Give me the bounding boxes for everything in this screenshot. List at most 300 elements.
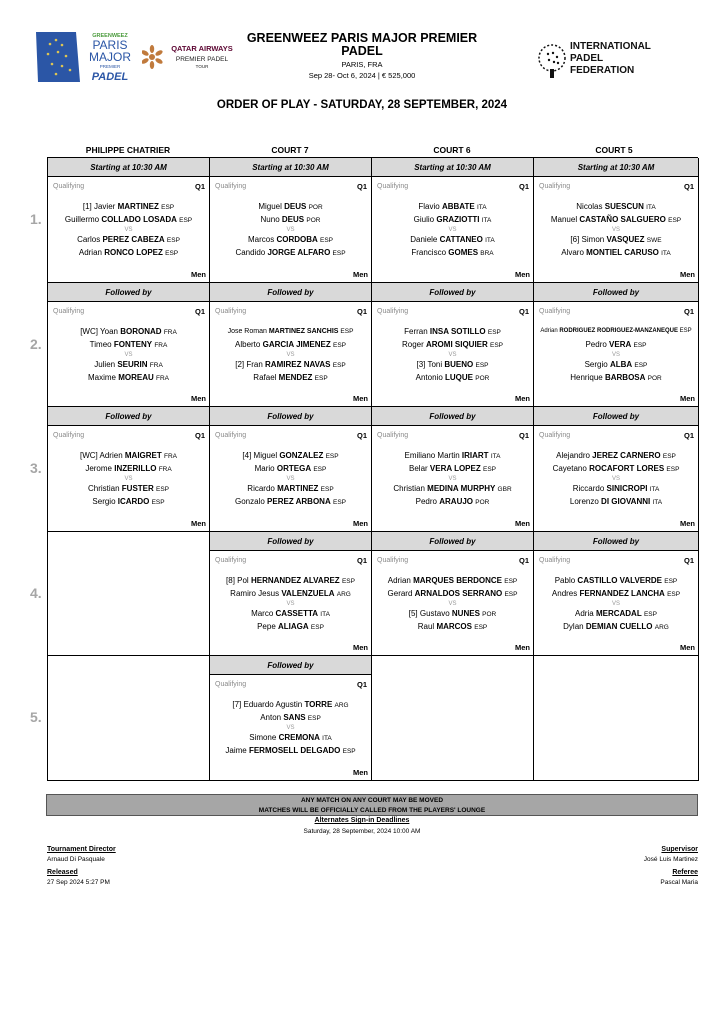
player-first-name: Maxime xyxy=(87,372,116,382)
referee xyxy=(660,868,698,888)
match-round: Q1 xyxy=(356,182,367,191)
player-last-name: ALIAGA xyxy=(278,621,309,631)
player-line xyxy=(534,201,698,213)
player-last-name: BARBOSA xyxy=(604,372,646,382)
match-round: Q1 xyxy=(356,306,367,316)
player-first-name: Adria xyxy=(575,608,594,618)
match-cell xyxy=(48,407,210,532)
match-start-label: Followed by xyxy=(210,532,371,551)
match-type: Qualifying xyxy=(215,556,247,564)
player-first-name: Jaime xyxy=(225,746,247,756)
player-line xyxy=(534,214,698,226)
player-country: ITA xyxy=(646,204,656,211)
player-line xyxy=(372,339,533,351)
player-country: ESP xyxy=(320,486,334,494)
player-line xyxy=(210,450,371,462)
player-last-name: PEREZ CABEZA xyxy=(102,235,165,244)
match-start-label: Followed by xyxy=(372,532,533,551)
player-country: ITA xyxy=(481,217,492,224)
player-first-name: Anton xyxy=(260,713,282,723)
released-info xyxy=(47,868,110,888)
player-line xyxy=(210,575,371,587)
match-type: Qualifying xyxy=(53,183,85,190)
player-last-name: PEREZ ARBONA xyxy=(267,497,331,507)
notice-banner xyxy=(46,794,698,816)
logo-padel-text: PADEL xyxy=(91,71,129,83)
match-gender: Men xyxy=(353,518,368,528)
match-start-label: Followed by xyxy=(210,656,371,675)
player-first-name: Candido xyxy=(235,248,266,257)
player-first-name: Nuno xyxy=(260,215,280,224)
player-first-name: Francisco xyxy=(411,248,447,257)
logo-major-text: MAJOR xyxy=(89,50,131,64)
player-line xyxy=(210,745,371,757)
player-first-name: Ferran xyxy=(404,326,428,336)
player-first-name: Rafael xyxy=(253,372,277,382)
player-line xyxy=(534,575,698,587)
player-first-name: [5] Gustavo xyxy=(408,608,450,618)
match-round: Q1 xyxy=(194,431,205,441)
logo-premier-text: PREMIER xyxy=(99,64,121,69)
player-last-name: CASTAÑO SALGUERO xyxy=(579,215,666,224)
player-line xyxy=(210,214,371,226)
match-type: Qualifying xyxy=(377,307,409,315)
player-last-name: MARCOS xyxy=(436,621,472,631)
tournament-director-label: Tournament Director xyxy=(47,846,116,853)
player-country: POR xyxy=(475,499,490,507)
alternates-deadline-title: Alternates Sign-in Deadlines xyxy=(314,817,410,824)
player-last-name: RAMIREZ NAVAS xyxy=(265,359,331,369)
versus-label: VS xyxy=(286,725,295,732)
player-first-name: Julien xyxy=(94,359,116,369)
match-cell xyxy=(372,532,534,657)
supervisor-label: Supervisor xyxy=(661,846,698,853)
player-line xyxy=(210,608,371,620)
player-first-name: Roger xyxy=(401,339,424,349)
player-line xyxy=(372,496,533,508)
match-start-label: Followed by xyxy=(48,407,209,426)
player-first-name: [6] Simon xyxy=(570,235,605,244)
player-country: ESP xyxy=(166,237,180,244)
player-line xyxy=(48,463,209,475)
player-line xyxy=(534,339,698,351)
player-first-name: Christian xyxy=(393,484,425,494)
player-last-name: HERNANDEZ ALVAREZ xyxy=(250,575,340,585)
player-country: ESP xyxy=(165,250,179,257)
logo-ipf-line3: FEDERATION xyxy=(570,65,635,76)
match-start-label: Followed by xyxy=(372,283,533,302)
player-country: ESP xyxy=(156,486,170,494)
player-country: ESP xyxy=(307,715,321,723)
empty-cell xyxy=(372,656,534,781)
player-line xyxy=(210,712,371,724)
player-last-name: BORONAD xyxy=(120,326,162,336)
player-first-name: Giulio xyxy=(413,215,435,224)
court-header: COURT 5 xyxy=(595,145,633,155)
player-line xyxy=(210,496,371,508)
match-gender: Men xyxy=(191,269,206,279)
tournament-location: PARIS, FRA xyxy=(341,60,383,69)
match-type: Qualifying xyxy=(215,432,247,440)
match-cell xyxy=(48,283,210,408)
match-cell xyxy=(372,407,534,532)
player-last-name: FERMOSELL DELGADO xyxy=(248,746,341,756)
player-last-name: TORRE xyxy=(304,700,333,710)
player-country: ESP xyxy=(340,327,354,335)
player-first-name: Adrian xyxy=(387,575,411,585)
player-line xyxy=(210,372,371,384)
player-line xyxy=(372,234,533,246)
player-line xyxy=(48,201,209,213)
player-line xyxy=(48,214,209,226)
player-first-name: Henrique xyxy=(570,372,603,382)
player-first-name: [WC] Adrien xyxy=(79,451,123,461)
player-first-name: Gonzalo xyxy=(235,497,265,507)
player-last-name: VERA xyxy=(609,339,632,349)
empty-cell xyxy=(534,656,699,781)
logo-qatar-text: QATAR AIRWAYS xyxy=(171,44,233,53)
player-first-name: [4] Miguel xyxy=(242,451,278,461)
player-last-name: SEURIN xyxy=(117,359,148,369)
player-country: POR xyxy=(482,610,497,618)
ipf-logo xyxy=(536,36,666,80)
match-round: Q1 xyxy=(683,555,694,565)
logo-ipf-line2: PADEL xyxy=(570,53,604,64)
match-round: Q1 xyxy=(356,431,367,441)
player-country: ITA xyxy=(322,735,332,743)
match-gender: Men xyxy=(680,643,695,653)
versus-label: VS xyxy=(611,476,620,483)
match-start-label: Followed by xyxy=(48,283,209,302)
player-country: POR xyxy=(308,204,323,211)
player-last-name: DEUS xyxy=(281,215,305,224)
player-last-name: JORGE ALFARO xyxy=(267,248,331,257)
versus-label: VS xyxy=(124,227,133,233)
player-line xyxy=(372,359,533,371)
player-country: FRA xyxy=(164,453,178,461)
player-first-name: Pedro xyxy=(415,497,437,507)
player-country: ITA xyxy=(320,610,330,618)
player-first-name: Raul xyxy=(417,621,435,631)
player-country: ESP xyxy=(320,237,334,244)
player-last-name: MENDEZ xyxy=(278,372,313,382)
player-last-name: COLLADO LOSADA xyxy=(101,215,177,224)
versus-label: VS xyxy=(611,600,620,607)
match-gender: Men xyxy=(353,643,368,653)
player-last-name: LUQUE xyxy=(445,372,474,382)
player-country: GBR xyxy=(497,486,512,494)
player-last-name: MARQUES BERDONCE xyxy=(413,575,502,585)
player-first-name: Marco xyxy=(251,608,274,618)
versus-label: VS xyxy=(611,227,620,233)
player-line xyxy=(534,588,698,600)
player-country: ESP xyxy=(341,577,355,585)
match-gender: Men xyxy=(680,518,695,528)
match-cell xyxy=(210,656,372,781)
match-round: Q1 xyxy=(683,431,694,441)
player-country: FRA xyxy=(156,374,170,382)
player-last-name: RODRIGUEZ RODRIGUEZ-MANZANEQUE xyxy=(559,327,678,334)
versus-label: VS xyxy=(286,227,295,233)
player-first-name: Pepe xyxy=(257,621,276,631)
match-gender: Men xyxy=(353,767,368,777)
player-country: ESP xyxy=(332,250,346,257)
player-first-name: Pablo xyxy=(554,575,576,585)
player-first-name: Gerard xyxy=(387,588,413,598)
notice-line2: MATCHES WILL BE OFFICIALLY CALLED FROM THE PLAYERS' LOUNGE xyxy=(258,807,486,814)
player-last-name: CASSETTA xyxy=(275,608,319,618)
versus-label: VS xyxy=(448,476,457,483)
match-type: Qualifying xyxy=(215,183,247,190)
match-start-label: Starting at 10:30 AM xyxy=(372,158,533,177)
player-first-name: Riccardo xyxy=(572,484,605,494)
match-gender: Men xyxy=(353,394,368,404)
player-last-name: VALENZUELA xyxy=(281,588,335,598)
player-country: ESP xyxy=(668,217,682,224)
player-last-name: ARNALDOS SERRANO xyxy=(414,588,503,598)
player-last-name: FERNANDEZ LANCHA xyxy=(579,588,665,598)
player-line xyxy=(534,450,698,462)
player-line xyxy=(210,326,371,337)
player-line xyxy=(372,372,533,384)
player-last-name: ARAUJO xyxy=(439,497,474,507)
player-last-name: CATTANEO xyxy=(439,235,483,244)
player-line xyxy=(534,496,698,508)
player-line xyxy=(372,214,533,226)
player-last-name: CORDOBA xyxy=(276,235,318,244)
player-first-name: Miguel xyxy=(258,202,282,211)
player-first-name: Adrian xyxy=(78,248,102,257)
player-line xyxy=(210,359,371,371)
player-last-name: MOREAU xyxy=(118,372,154,382)
match-cell xyxy=(372,283,534,408)
player-last-name: DEMIAN CUELLO xyxy=(585,621,653,631)
player-line xyxy=(48,496,209,508)
player-first-name: [7] Eduardo Agustin xyxy=(232,700,303,710)
player-first-name: Alejandro xyxy=(556,451,590,461)
match-round: Q1 xyxy=(356,555,367,565)
court-header: COURT 7 xyxy=(271,145,309,155)
versus-label: VS xyxy=(124,351,133,358)
player-country: ITA xyxy=(649,486,660,494)
player-first-name: Dylan xyxy=(563,621,584,631)
match-round: Q1 xyxy=(518,182,529,191)
player-last-name: DI GIOVANNI xyxy=(601,497,651,507)
supervisor xyxy=(644,845,698,865)
player-line xyxy=(210,621,371,633)
player-first-name: [1] Javier xyxy=(82,202,116,211)
player-line xyxy=(372,621,533,633)
player-first-name: Jerome xyxy=(85,464,112,474)
match-gender: Men xyxy=(680,394,695,404)
logo-premier-padel-text: PREMIER PADEL xyxy=(175,56,229,63)
match-start-label: Starting at 10:30 AM xyxy=(48,158,209,177)
match-type: Qualifying xyxy=(215,307,247,315)
player-last-name: IRIART xyxy=(461,451,489,461)
player-first-name: Sergio xyxy=(584,359,608,369)
player-country: ESP xyxy=(504,590,518,598)
player-last-name: GOMES xyxy=(448,248,479,257)
player-country: FRA xyxy=(154,341,168,349)
player-country: ESP xyxy=(474,623,488,631)
tournament-title-line2: PADEL xyxy=(341,44,383,58)
player-first-name: Sergio xyxy=(92,497,116,507)
match-cell xyxy=(534,283,699,408)
versus-label: VS xyxy=(611,351,620,358)
versus-label: VS xyxy=(448,600,457,607)
tournament-director xyxy=(47,845,116,865)
player-country: ESP xyxy=(487,328,501,336)
player-country: ESP xyxy=(325,453,339,461)
player-line xyxy=(48,326,209,338)
player-last-name: ICARDO xyxy=(117,497,150,507)
player-country: ARG xyxy=(654,623,669,631)
tournament-title xyxy=(230,32,494,58)
match-round: Q1 xyxy=(518,431,529,441)
tournament-dates: Sep 28- Oct 6, 2024 | € 525,000 xyxy=(308,71,416,80)
player-country: ESP xyxy=(342,748,356,756)
player-country: ESP xyxy=(332,361,346,369)
player-country: SWE xyxy=(646,237,662,244)
player-last-name: BUENO xyxy=(444,359,474,369)
player-first-name: Manuel xyxy=(550,215,578,224)
match-gender: Men xyxy=(515,643,530,653)
match-round: Q1 xyxy=(194,182,205,191)
match-gender: Men xyxy=(515,394,530,404)
player-last-name: MARTINEZ xyxy=(277,484,319,494)
versus-label: VS xyxy=(124,476,133,483)
player-country: ESP xyxy=(643,610,657,618)
player-first-name: Emiliano Martin xyxy=(404,451,460,461)
player-line xyxy=(48,450,209,462)
player-line xyxy=(210,339,371,351)
supervisor-name: José Luis Martinez xyxy=(643,856,698,863)
player-last-name: ALBA xyxy=(609,359,633,369)
match-cell xyxy=(372,158,534,283)
player-line xyxy=(534,463,698,475)
match-cell xyxy=(534,158,699,283)
player-line xyxy=(210,483,371,495)
player-first-name: Alvaro xyxy=(561,248,584,257)
player-first-name: Timeo xyxy=(89,339,112,349)
player-line xyxy=(48,247,209,259)
player-country: ARG xyxy=(336,590,351,598)
player-line xyxy=(48,339,209,351)
player-line xyxy=(534,372,698,384)
match-gender: Men xyxy=(515,518,530,528)
match-start-label: Starting at 10:30 AM xyxy=(534,158,698,177)
order-of-play-title: ORDER OF PLAY - SATURDAY, 28 SEPTEMBER, 2024 xyxy=(216,99,508,111)
qatar-airways-logo xyxy=(142,42,240,72)
player-last-name: ORTEGA xyxy=(276,464,312,474)
referee-name: Pascal Maria xyxy=(660,879,698,886)
player-last-name: INZERILLO xyxy=(114,464,157,474)
match-cell xyxy=(210,407,372,532)
match-type: Qualifying xyxy=(539,307,571,315)
player-line xyxy=(210,234,371,246)
versus-label: VS xyxy=(448,227,457,233)
match-start-label: Starting at 10:30 AM xyxy=(210,158,371,177)
empty-cell xyxy=(48,532,210,657)
match-type: Qualifying xyxy=(539,556,571,564)
player-line xyxy=(534,326,698,337)
player-line xyxy=(534,234,698,246)
player-country: ESP xyxy=(634,361,648,369)
player-line xyxy=(210,588,371,600)
match-round: Q1 xyxy=(518,555,529,565)
player-country: ESP xyxy=(633,341,647,349)
player-first-name: [WC] Yoan xyxy=(80,326,118,336)
player-country: ESP xyxy=(666,466,680,474)
player-country: POR xyxy=(306,217,321,224)
player-last-name: MERCADAL xyxy=(595,608,642,618)
player-first-name: Simone xyxy=(249,733,277,743)
player-line xyxy=(210,463,371,475)
match-gender: Men xyxy=(191,394,206,404)
logo-ipf-line1: INTERNATIONAL xyxy=(570,41,651,52)
match-type: Qualifying xyxy=(377,432,409,440)
match-start-label: Followed by xyxy=(534,407,698,426)
player-line xyxy=(534,483,698,495)
player-last-name: SANS xyxy=(283,713,306,723)
court-header: COURT 6 xyxy=(433,145,471,155)
player-country: ITA xyxy=(661,250,671,257)
player-last-name: CASTILLO VALVERDE xyxy=(577,575,663,585)
tournament-title-line1: GREENWEEZ PARIS MAJOR PREMIER xyxy=(246,31,478,45)
logo-greenweez-text: GREENWEEZ xyxy=(92,33,128,39)
player-last-name: MONTIEL CARUSO xyxy=(586,248,659,257)
match-round: Q1 xyxy=(683,182,694,191)
player-first-name: Adrian xyxy=(540,327,558,334)
row-number: 5. xyxy=(30,709,42,726)
player-line xyxy=(372,201,533,213)
player-line xyxy=(372,588,533,600)
player-first-name: Flavio xyxy=(418,202,440,211)
player-line xyxy=(534,247,698,259)
player-line xyxy=(48,483,209,495)
match-cell xyxy=(210,532,372,657)
logo-tour-text: TOUR xyxy=(195,64,209,69)
player-last-name: FONTENY xyxy=(113,339,153,349)
player-first-name: [3] Toni xyxy=(416,359,443,369)
player-line xyxy=(534,621,698,633)
row-number: 3. xyxy=(30,460,42,477)
player-first-name: Andres xyxy=(551,588,578,598)
player-country: ESP xyxy=(667,590,681,598)
player-country: ESP xyxy=(475,361,489,369)
player-country: FRA xyxy=(163,328,177,336)
player-first-name: [8] Pol xyxy=(226,575,249,585)
player-country: BRA xyxy=(480,250,494,257)
player-last-name: DEUS xyxy=(284,202,307,211)
player-first-name: Guillermo xyxy=(64,215,100,224)
row-number: 2. xyxy=(30,335,42,352)
player-first-name: Nicolas xyxy=(576,202,603,211)
player-country: ESP xyxy=(161,204,175,211)
match-cell xyxy=(534,532,699,657)
match-start-label: Followed by xyxy=(534,532,698,551)
player-line xyxy=(534,608,698,620)
player-last-name: VERA LOPEZ xyxy=(429,464,481,474)
player-country: ITA xyxy=(490,453,501,461)
versus-label: VS xyxy=(286,351,295,358)
match-type: Qualifying xyxy=(377,556,409,564)
court-header: PHILIPPE CHATRIER xyxy=(85,145,171,155)
match-type: Qualifying xyxy=(53,307,85,315)
match-type: Qualifying xyxy=(539,183,571,190)
released-time: 27 Sep 2024 5:27 PM xyxy=(47,879,110,886)
player-line xyxy=(210,201,371,213)
